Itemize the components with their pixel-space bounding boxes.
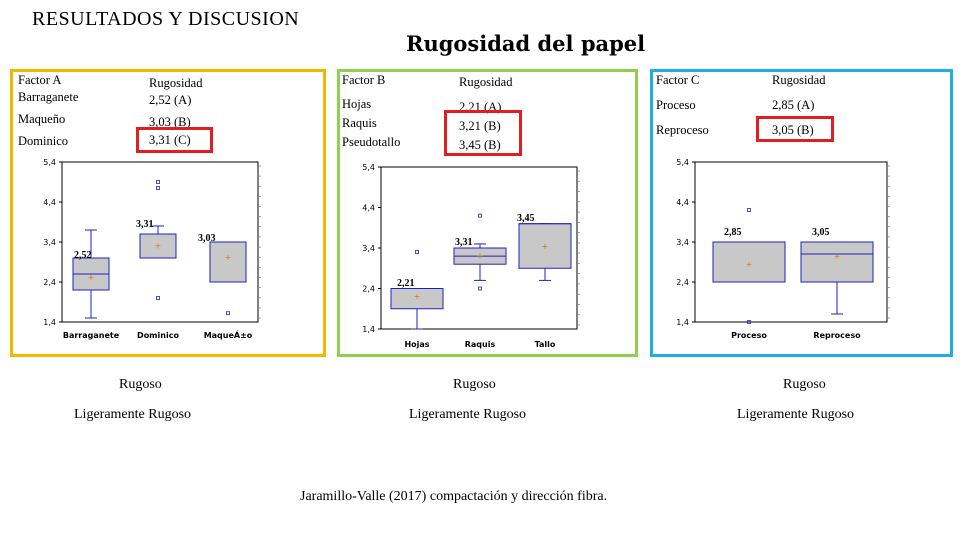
factor-c-row-value: 3,05 (B) (772, 123, 814, 137)
mean-marker: + (541, 241, 549, 251)
factor-a-row-value: 2,52 (A) (149, 93, 192, 107)
y-tick-label: 1,4 (43, 318, 56, 327)
highlight-box-a (136, 127, 213, 153)
box-plot-factor-a (18, 152, 318, 344)
minor-tick-dot (889, 166, 890, 167)
y-tick-label: 2,4 (362, 284, 375, 294)
minor-tick-dot (889, 247, 890, 248)
ligeramente-rugoso-label: Ligeramente Rugoso (737, 407, 855, 422)
factor-b-row-value: 2,21 (A) (459, 100, 502, 114)
y-tick-label: 1,4 (676, 318, 689, 327)
minor-tick-dot (889, 176, 890, 177)
y-tick-label: 1,4 (362, 325, 375, 334)
outlier-point (157, 297, 160, 300)
factor-a-header: Factor A (18, 73, 62, 87)
mean-annotation: 2,85 (724, 227, 742, 238)
minor-tick-dot (260, 166, 261, 167)
box (210, 242, 246, 282)
minor-tick-dot (889, 277, 890, 278)
mean-marker: + (833, 252, 841, 261)
minor-tick-dot (260, 196, 261, 197)
y-tick-label: 2,4 (676, 278, 689, 287)
y-tick-label: 5,4 (362, 163, 375, 172)
factor-c-row-value: 2,85 (A) (772, 98, 815, 112)
factor-a-row-label: Dominico (18, 134, 68, 148)
minor-tick-dot (889, 257, 890, 258)
minor-tick-dot (579, 304, 580, 305)
minor-tick-dot (579, 191, 580, 192)
factor-c-row-label: Proceso (656, 98, 696, 112)
factor-a-labels (18, 72, 78, 150)
factor-c-row-label: Reproceso (656, 123, 709, 137)
factor-c-header: Factor C (656, 73, 700, 87)
minor-tick-dot (260, 176, 261, 177)
mean-annotation: 3,03 (198, 233, 216, 244)
outlier-point (479, 287, 482, 290)
minor-tick-dot (889, 196, 890, 197)
outlier-point (157, 187, 160, 190)
minor-tick-dot (889, 307, 890, 308)
minor-tick-dot (579, 171, 580, 172)
y-tick-label: 4,4 (43, 198, 56, 207)
minor-tick-dot (889, 186, 890, 187)
y-tick-label: 4,4 (676, 198, 689, 207)
x-tick-label: MaqueÁ±o (203, 331, 253, 340)
outlier-point (157, 181, 160, 184)
factor-a-row-label: Maqueño (18, 112, 66, 126)
mean-annotation: 3,31 (455, 237, 473, 248)
mean-marker: + (154, 241, 162, 251)
mean-annotation: 3,05 (812, 227, 830, 238)
minor-tick-dot (579, 253, 580, 254)
minor-tick-dot (260, 226, 261, 227)
mean-annotation: 3,45 (517, 213, 535, 224)
factor-a-row-label: Barraganete (18, 90, 79, 104)
minor-tick-dot (579, 201, 580, 202)
minor-tick-dot (260, 257, 261, 258)
y-tick-label: 5,4 (676, 158, 689, 167)
factor-a-row-value: 3,31 (C) (149, 133, 191, 147)
factor-b-row-value: 3,45 (B) (459, 138, 501, 152)
factor-b-value-header: Rugosidad (459, 75, 513, 89)
mean-marker: + (476, 251, 484, 261)
y-tick-label: 3,4 (676, 238, 689, 247)
factor-b-labels (342, 72, 400, 151)
minor-tick-dot (260, 186, 261, 187)
y-tick-label: 3,4 (362, 244, 375, 253)
y-tick-label: 5,4 (43, 158, 56, 167)
minor-tick-dot (889, 216, 890, 217)
ligeramente-rugoso-label: Ligeramente Rugoso (74, 407, 192, 422)
factor-c-value-header: Rugosidad (772, 73, 826, 87)
minor-tick-dot (579, 212, 580, 213)
mean-annotation: 2,21 (397, 278, 415, 289)
factor-b-row-label: Hojas (342, 97, 372, 111)
minor-tick-dot (260, 247, 261, 248)
mean-marker: + (224, 252, 232, 262)
rugoso-label: Rugoso (453, 377, 496, 392)
mean-annotation: 2,52 (74, 250, 92, 261)
minor-tick-dot (579, 294, 580, 295)
minor-tick-dot (260, 307, 261, 308)
minor-tick-dot (579, 283, 580, 284)
rugoso-label: Rugoso (119, 377, 162, 392)
minor-tick-dot (889, 267, 890, 268)
factor-b-row-label: Pseudotallo (342, 135, 401, 149)
minor-tick-dot (260, 297, 261, 298)
box-plot-factor-c (665, 152, 905, 342)
factor-a-row-value: 3,03 (B) (149, 115, 191, 129)
mean-annotation: 3,31 (136, 219, 154, 230)
factor-c-labels (656, 72, 709, 139)
x-tick-label: Reproceso (813, 331, 861, 340)
outlier-point (227, 312, 230, 315)
minor-tick-dot (579, 181, 580, 182)
section-title: RESULTADOS Y DISCUSION (32, 8, 300, 30)
minor-tick-dot (579, 232, 580, 233)
y-tick-label: 4,4 (362, 203, 375, 213)
ligeramente-rugoso-label: Ligeramente Rugoso (409, 407, 527, 422)
citation: Jaramillo-Valle (2017) compactación y dirección fibra. (300, 489, 608, 504)
minor-tick-dot (579, 263, 580, 264)
minor-tick-dot (260, 277, 261, 278)
minor-tick-dot (889, 287, 890, 288)
factor-a-value-header: Rugosidad (149, 76, 203, 90)
minor-tick-dot (579, 325, 580, 326)
mean-marker: + (413, 292, 421, 302)
highlight-box-b (444, 110, 522, 156)
minor-tick-dot (579, 314, 580, 315)
x-tick-label: Tallo (534, 340, 556, 349)
x-tick-label: Dominico (137, 331, 179, 340)
y-tick-label: 2,4 (43, 278, 56, 287)
minor-tick-dot (260, 287, 261, 288)
mean-marker: + (745, 260, 753, 269)
minor-tick-dot (889, 236, 890, 237)
box (801, 242, 873, 282)
minor-tick-dot (579, 273, 580, 274)
minor-tick-dot (260, 236, 261, 237)
rugoso-label: Rugoso (783, 377, 826, 392)
minor-tick-dot (260, 216, 261, 217)
mean-marker: + (87, 273, 95, 283)
minor-tick-dot (579, 242, 580, 243)
outlier-point (416, 251, 419, 254)
factor-b-row-value: 3,21 (B) (459, 119, 501, 133)
minor-tick-dot (260, 318, 261, 319)
outlier-point (748, 209, 751, 212)
highlight-box-c (756, 116, 834, 142)
x-tick-label: Raquis (464, 340, 496, 349)
minor-tick-dot (260, 206, 261, 207)
minor-tick-dot (889, 297, 890, 298)
minor-tick-dot (889, 206, 890, 207)
minor-tick-dot (889, 318, 890, 319)
x-tick-label: Proceso (731, 331, 767, 340)
minor-tick-dot (260, 267, 261, 268)
minor-tick-dot (579, 222, 580, 223)
main-title: Rugosidad del papel (406, 31, 646, 56)
outlier-point (479, 214, 482, 217)
x-tick-label: Barraganete (62, 331, 120, 340)
factor-b-header: Factor B (342, 73, 386, 87)
box-plot-factor-b (345, 157, 635, 352)
factor-b-row-label: Raquis (342, 116, 377, 130)
minor-tick-dot (889, 226, 890, 227)
x-tick-label: Hojas (404, 340, 430, 349)
y-tick-label: 3,4 (43, 238, 56, 247)
